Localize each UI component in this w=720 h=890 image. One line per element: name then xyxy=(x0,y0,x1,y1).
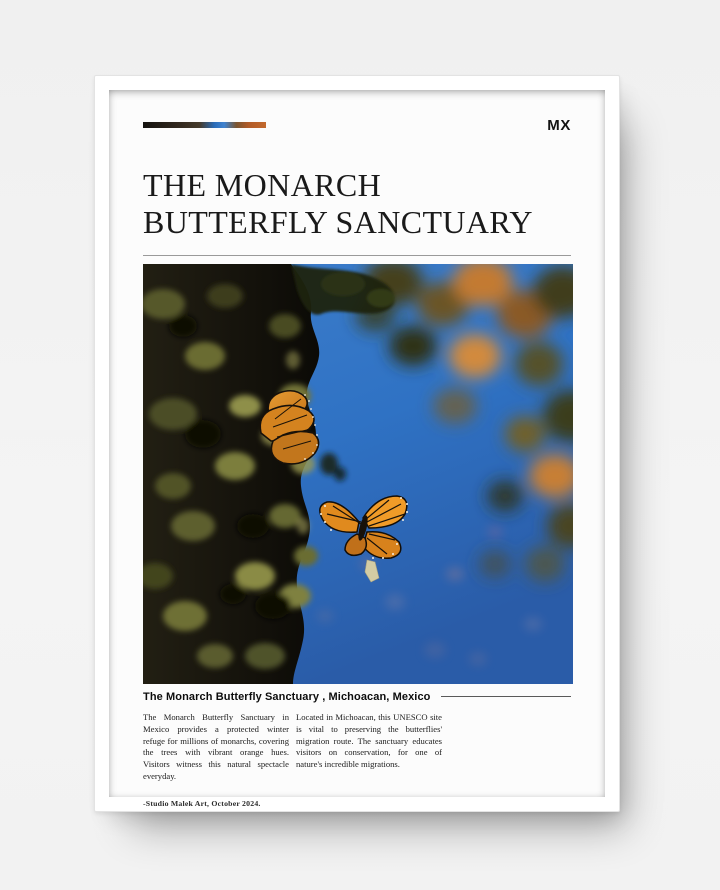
sanctuary-photo xyxy=(143,264,573,684)
description-paragraph-right: Located in Michoacan, this UNESCO site is vital to preserving the butterflies' migration route. The sanctuary educates visitors on conservation, for one of nature's incredible migrations. xyxy=(296,711,442,770)
poster-title xyxy=(143,167,571,242)
caption-row xyxy=(143,691,571,703)
poster-title-line2: BUTTERFLY SANCTUARY xyxy=(143,204,533,241)
poster-title-line1: THE MONARCH xyxy=(143,167,382,203)
accent-color-bar xyxy=(143,122,266,128)
poster-header xyxy=(143,117,571,133)
sanctuary-photo-graphic xyxy=(143,264,573,684)
caption-heading: The Monarch Butterfly Sanctuary , Michoacan, Mexico xyxy=(143,690,431,703)
caption-rule xyxy=(441,696,572,697)
poster xyxy=(109,90,605,809)
title-divider xyxy=(143,255,571,256)
country-code-label: MX xyxy=(547,116,571,134)
description-paragraph-left: The Monarch Butterfly Sanctuary in Mexico provides a protected winter refuge for millions of monarchs, covering the trees with vibrant orange hues. Visitors witness this natural spectacle everyday. xyxy=(143,711,289,782)
attribution-line: -Studio Malek Art, October 2024. xyxy=(143,799,261,809)
poster-frame xyxy=(94,75,620,812)
description-columns xyxy=(143,712,571,783)
